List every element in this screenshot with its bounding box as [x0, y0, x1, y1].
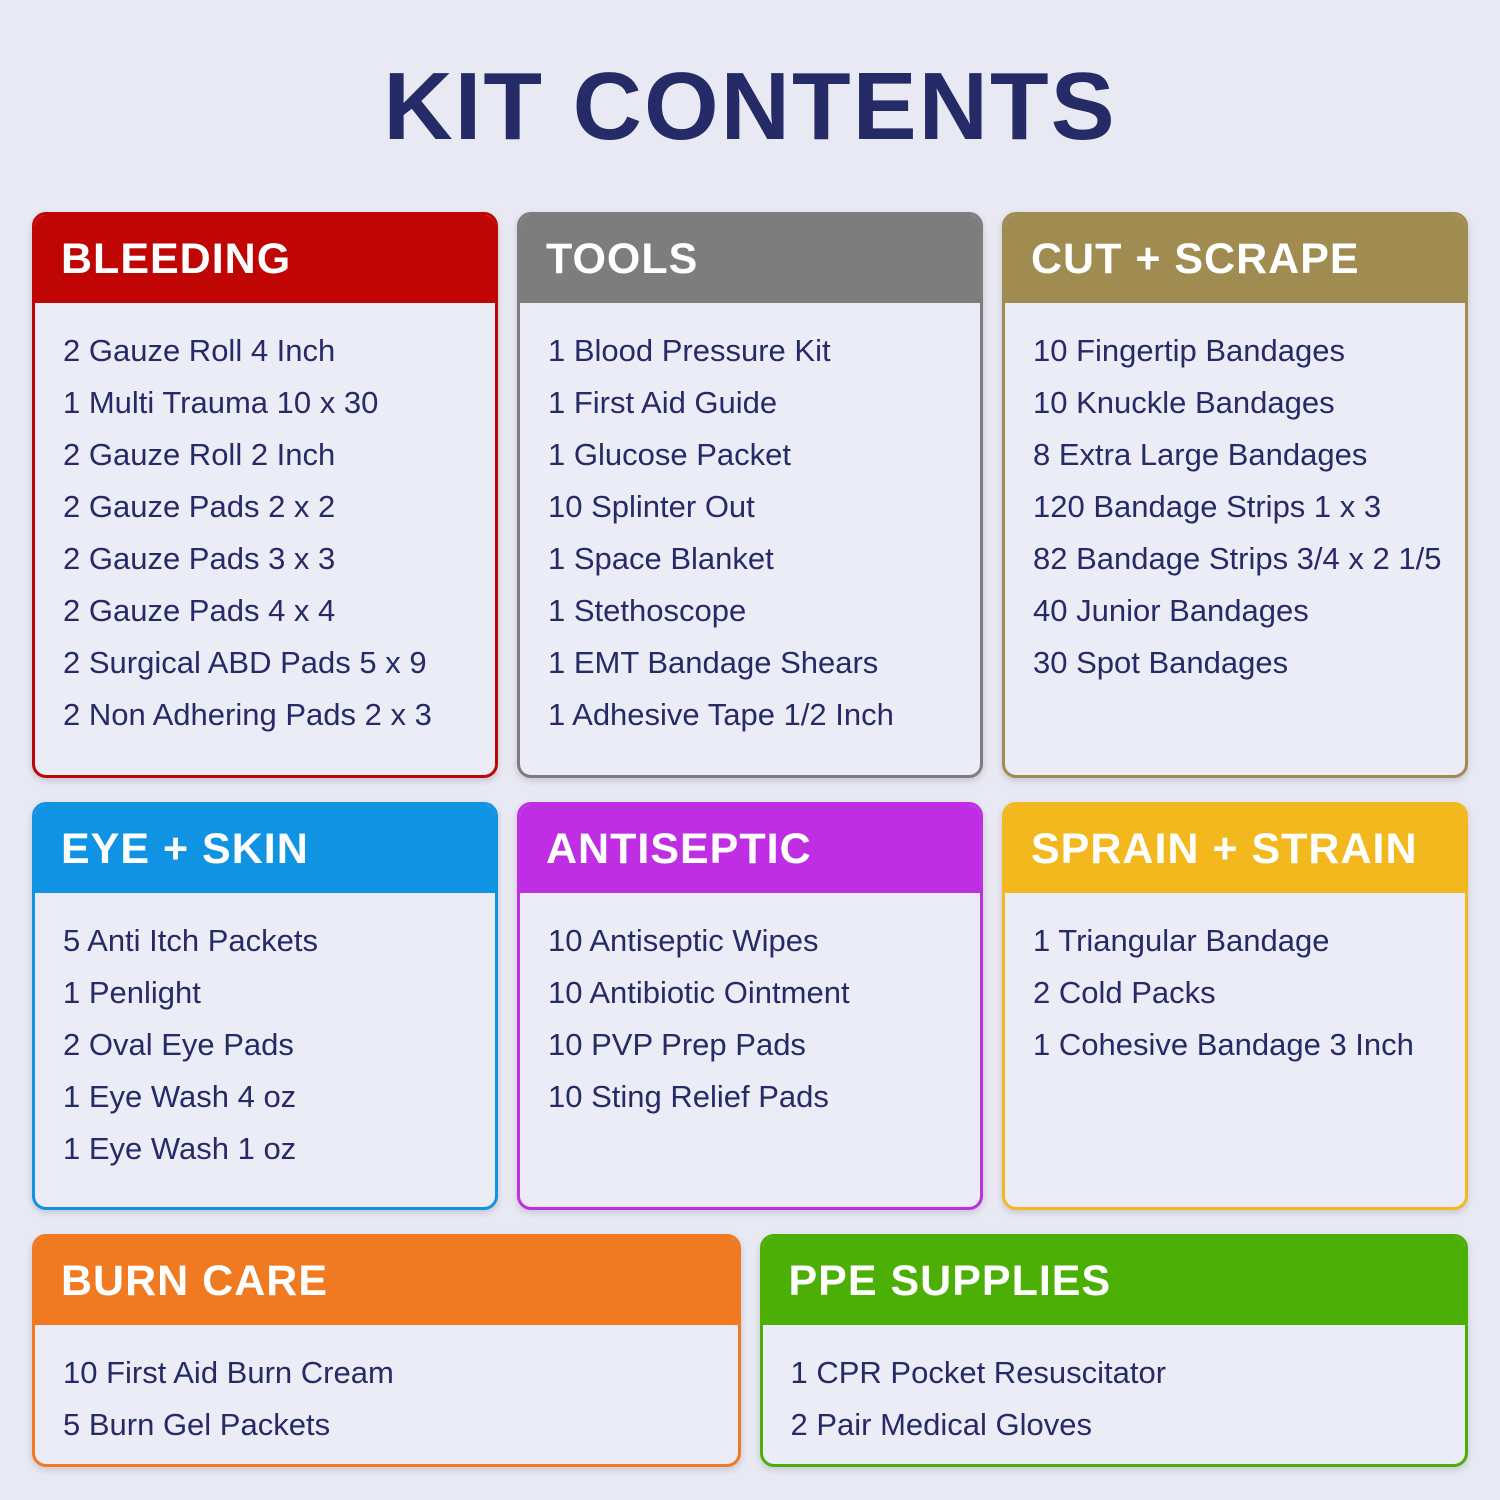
- list-item: 2 Gauze Pads 3 x 3: [63, 541, 336, 576]
- section-card-sprain-strain: [1002, 802, 1468, 1210]
- page-title: KIT CONTENTS: [383, 53, 1117, 160]
- section-card-burn-care: [32, 1234, 741, 1467]
- list-item: 5 Burn Gel Packets: [63, 1407, 331, 1442]
- list-item: 10 Fingertip Bandages: [1033, 333, 1345, 368]
- list-item: 10 Sting Relief Pads: [548, 1079, 829, 1114]
- list-item: 1 Penlight: [63, 975, 201, 1010]
- list-item: 2 Oval Eye Pads: [63, 1027, 294, 1062]
- list-item: 82 Bandage Strips 3/4 x 2 1/5: [1033, 541, 1442, 576]
- section-header: [35, 805, 495, 893]
- list-item: 1 Eye Wash 1 oz: [63, 1131, 297, 1166]
- list-item: 40 Junior Bandages: [1033, 593, 1309, 628]
- list-item: 2 Gauze Roll 4 Inch: [63, 333, 336, 368]
- section-item-list: [520, 893, 980, 1112]
- section-header: [35, 1237, 738, 1325]
- sections-grid: [0, 162, 1500, 1467]
- list-item: 5 Anti Itch Packets: [63, 923, 319, 958]
- list-item: 10 PVP Prep Pads: [548, 1027, 806, 1062]
- section-card-antiseptic: [517, 802, 983, 1210]
- section-item-list: [1005, 303, 1465, 678]
- section-header: [520, 215, 980, 303]
- section-item-list: [1005, 893, 1465, 1060]
- section-title: PPE SUPPLIES: [788, 1256, 1112, 1305]
- list-item: 8 Extra Large Bandages: [1033, 437, 1368, 472]
- section-title: CUT + SCRAPE: [1031, 234, 1360, 283]
- section-title: SPRAIN + STRAIN: [1031, 824, 1418, 873]
- section-card-eye-skin: [32, 802, 498, 1210]
- section-card-cut-scrape: [1002, 212, 1468, 778]
- list-item: 1 Eye Wash 4 oz: [63, 1079, 297, 1114]
- list-item: 1 Multi Trauma 10 x 30: [63, 385, 379, 420]
- list-item: 10 Knuckle Bandages: [1033, 385, 1335, 420]
- section-card-ppe-supplies: [760, 1234, 1469, 1467]
- list-item: 1 Cohesive Bandage 3 Inch: [1033, 1027, 1414, 1062]
- section-header: [520, 805, 980, 893]
- list-item: 1 Blood Pressure Kit: [548, 333, 831, 368]
- section-title: BURN CARE: [61, 1256, 328, 1305]
- section-item-list: [35, 303, 495, 730]
- list-item: 120 Bandage Strips 1 x 3: [1033, 489, 1382, 524]
- section-title: EYE + SKIN: [61, 824, 309, 873]
- section-header: [35, 215, 495, 303]
- list-item: 10 Splinter Out: [548, 489, 755, 524]
- list-item: 1 Adhesive Tape 1/2 Inch: [548, 697, 894, 732]
- list-item: 30 Spot Bandages: [1033, 645, 1289, 680]
- section-card-bleeding: [32, 212, 498, 778]
- list-item: 2 Surgical ABD Pads 5 x 9: [63, 645, 427, 680]
- list-item: 2 Gauze Pads 2 x 2: [63, 489, 336, 524]
- section-item-list: [35, 893, 495, 1164]
- section-title: BLEEDING: [61, 234, 292, 283]
- list-item: 1 CPR Pocket Resuscitator: [790, 1355, 1167, 1390]
- list-item: 10 Antiseptic Wipes: [548, 923, 819, 958]
- list-item: 10 Antibiotic Ointment: [548, 975, 850, 1010]
- section-title: TOOLS: [546, 234, 699, 283]
- list-item: 1 First Aid Guide: [548, 385, 778, 420]
- list-item: 1 Stethoscope: [548, 593, 747, 628]
- list-item: 2 Cold Packs: [1033, 975, 1216, 1010]
- section-item-list: [35, 1325, 738, 1440]
- list-item: 2 Non Adhering Pads 2 x 3: [63, 697, 432, 732]
- list-item: 1 Glucose Packet: [548, 437, 791, 472]
- list-item: 2 Pair Medical Gloves: [790, 1407, 1093, 1442]
- list-item: 1 EMT Bandage Shears: [548, 645, 879, 680]
- section-card-tools: [517, 212, 983, 778]
- list-item: 2 Gauze Roll 2 Inch: [63, 437, 336, 472]
- section-item-list: [520, 303, 980, 730]
- section-header: [1005, 215, 1465, 303]
- list-item: 1 Space Blanket: [548, 541, 774, 576]
- section-title: ANTISEPTIC: [546, 824, 812, 873]
- list-item: 1 Triangular Bandage: [1033, 923, 1330, 958]
- section-header: [763, 1237, 1466, 1325]
- section-header: [1005, 805, 1465, 893]
- section-item-list: [763, 1325, 1466, 1440]
- list-item: 10 First Aid Burn Cream: [63, 1355, 394, 1390]
- list-item: 2 Gauze Pads 4 x 4: [63, 593, 336, 628]
